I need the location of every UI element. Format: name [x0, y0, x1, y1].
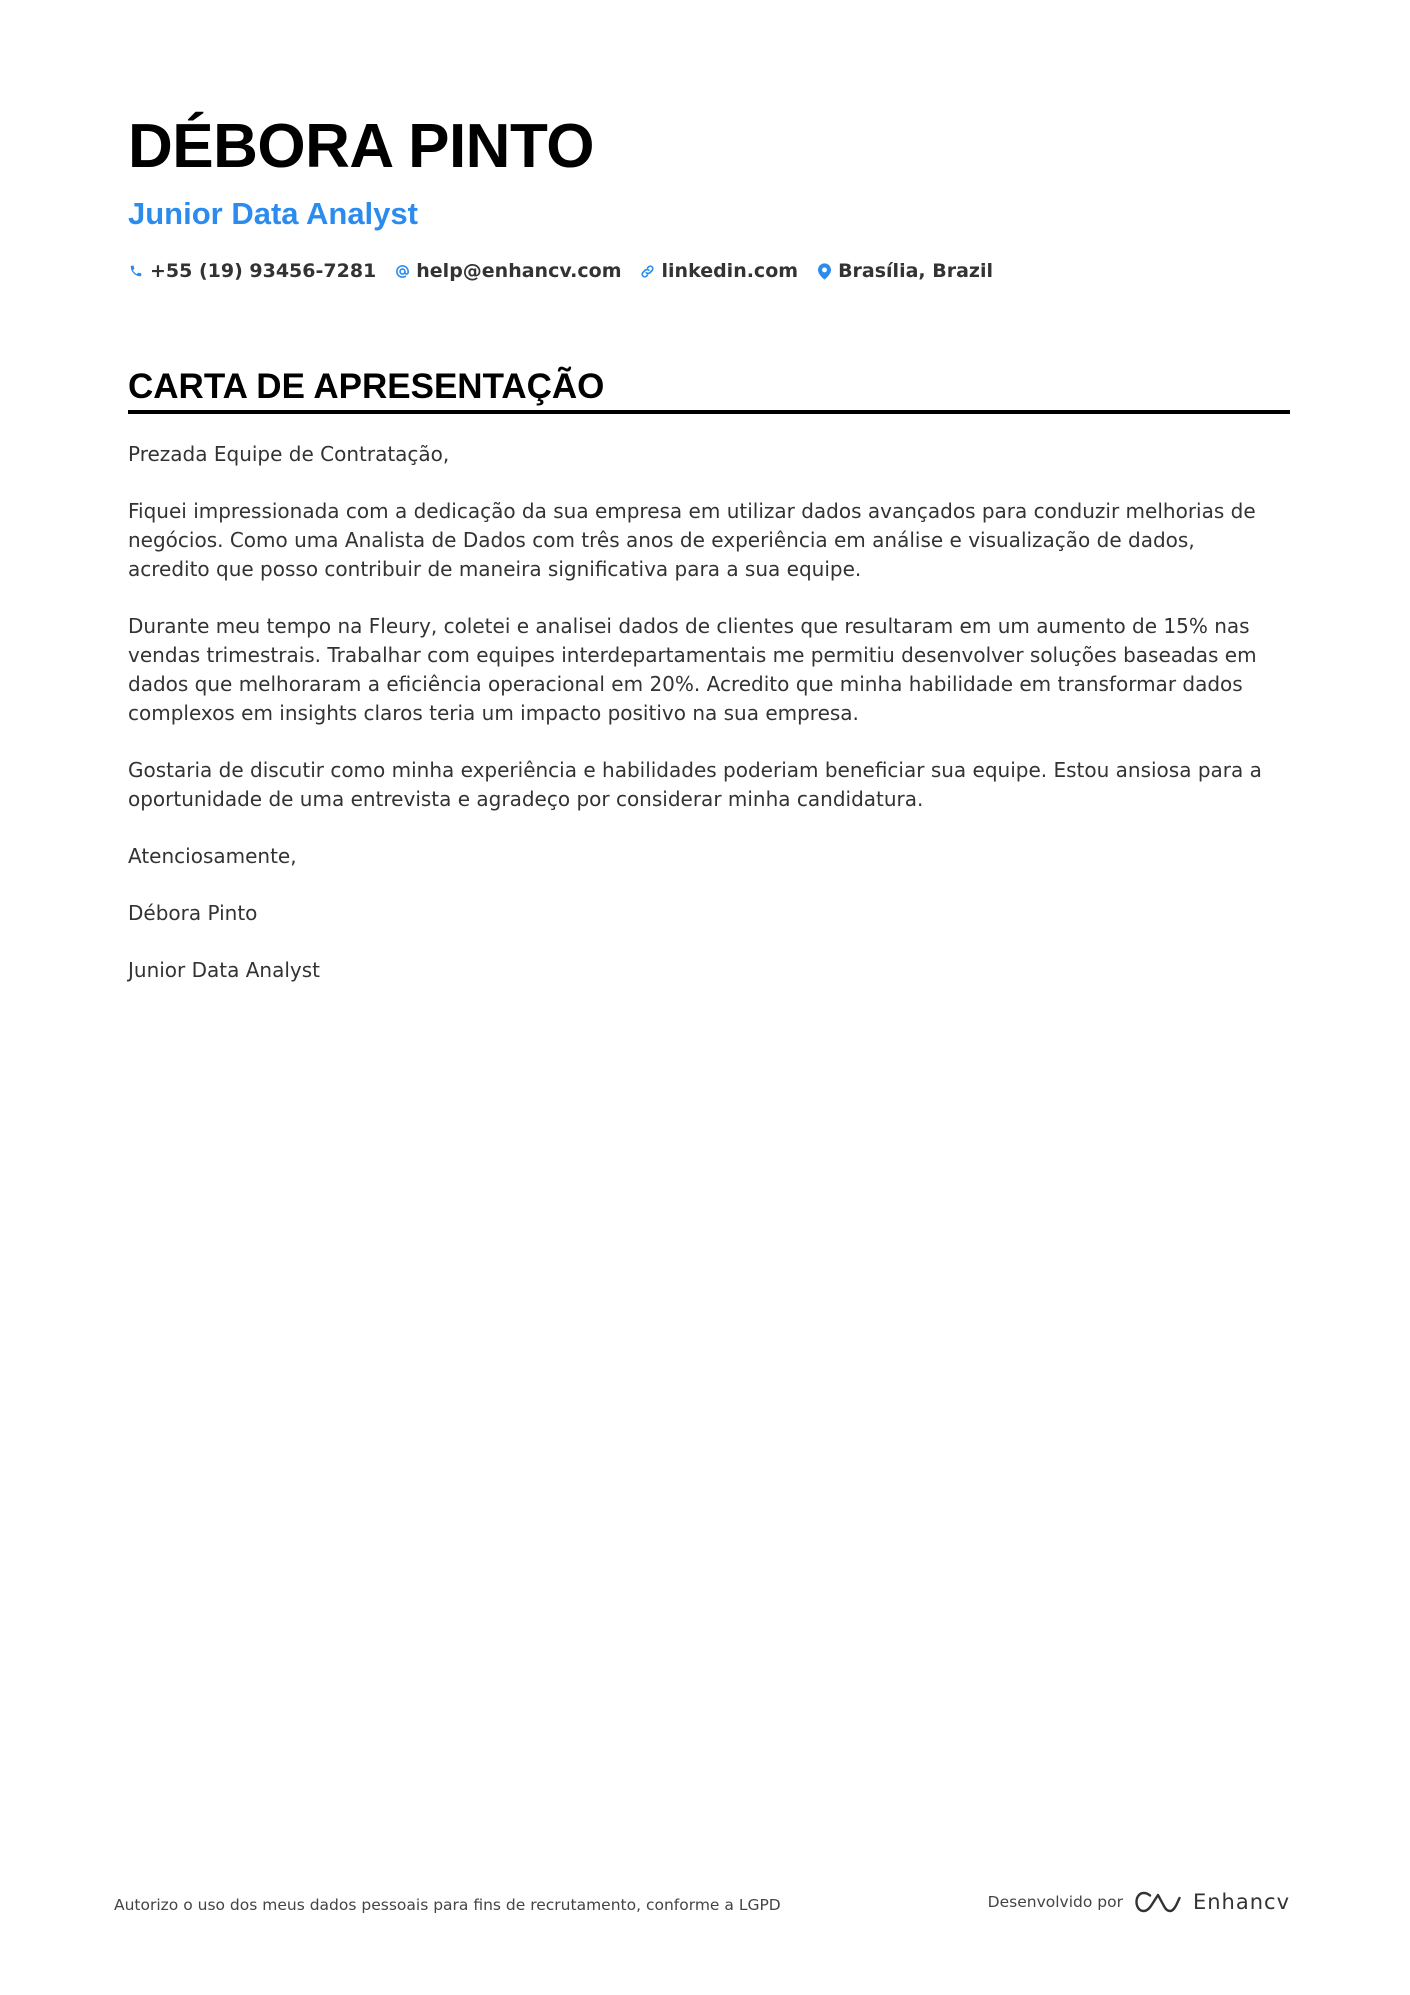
- signature-name: Débora Pinto: [128, 901, 258, 925]
- contact-email-text[interactable]: help@enhancv.com: [416, 260, 622, 282]
- contact-location: [816, 260, 993, 282]
- location-pin-icon: [816, 262, 832, 280]
- letter-paragraph: Gostaria de discutir como minha experiência e habilidades poderiam beneficiar sua equipe. Estou ansiosa para a oportunidade de uma entrevista e agradeço por considerar minha candidatura.: [128, 758, 1262, 811]
- powered-by[interactable]: [988, 1890, 1290, 1914]
- contact-phone-text: +55 (19) 93456-7281: [150, 260, 377, 282]
- contact-email[interactable]: [394, 260, 621, 282]
- cover-letter-section: [128, 364, 1290, 1013]
- contact-linkedin-text[interactable]: linkedin.com: [661, 260, 799, 282]
- signature-title: Junior Data Analyst: [128, 958, 321, 982]
- at-icon: [394, 262, 410, 280]
- enhancv-brand-name: Enhancv: [1192, 1890, 1290, 1914]
- letter-body: [128, 440, 1278, 985]
- contact-bar: [128, 260, 1288, 282]
- candidate-role: Junior Data Analyst: [128, 196, 418, 231]
- section-divider: [128, 410, 1290, 414]
- letter-paragraph: Fiquei impressionada com a dedicação da sua empresa em utilizar dados avançados para conduzir melhorias de negócios. Como uma Analista de Dados com três anos de experiência em análise e visualização de dados, acredito que posso contribuir de maneira significativa para a sua equipe.: [128, 499, 1256, 581]
- contact-phone: [128, 260, 376, 282]
- phone-icon: [128, 262, 144, 280]
- powered-by-label: Desenvolvido por: [987, 1893, 1123, 1911]
- section-title: CARTA DE APRESENTAÇÃO: [128, 367, 605, 406]
- header: [128, 108, 1288, 282]
- contact-location-text: Brasília, Brazil: [838, 260, 993, 282]
- letter-paragraph: Durante meu tempo na Fleury, coletei e analisei dados de clientes que resultaram em um aumento de 15% nas vendas trimestrais. Trabalhar com equipes interdepartamentais me permitiu desenvolver soluções baseadas em dados que melhoraram a eficiência operacional em 20%. Acredito que minha habilidade em transformar dados complexos em insights claros teria um impacto positivo na sua empresa.: [128, 614, 1257, 725]
- enhancv-logo-icon: [1135, 1890, 1181, 1914]
- letter-closing: Atenciosamente,: [128, 844, 297, 868]
- contact-linkedin[interactable]: [640, 260, 799, 282]
- consent-note: Autorizo o uso dos meus dados pessoais para fins de recrutamento, conforme a LGPD: [114, 1896, 781, 1914]
- candidate-name: DÉBORA PINTO: [128, 112, 594, 181]
- letter-salutation: Prezada Equipe de Contratação,: [128, 442, 450, 466]
- link-icon: [640, 262, 656, 280]
